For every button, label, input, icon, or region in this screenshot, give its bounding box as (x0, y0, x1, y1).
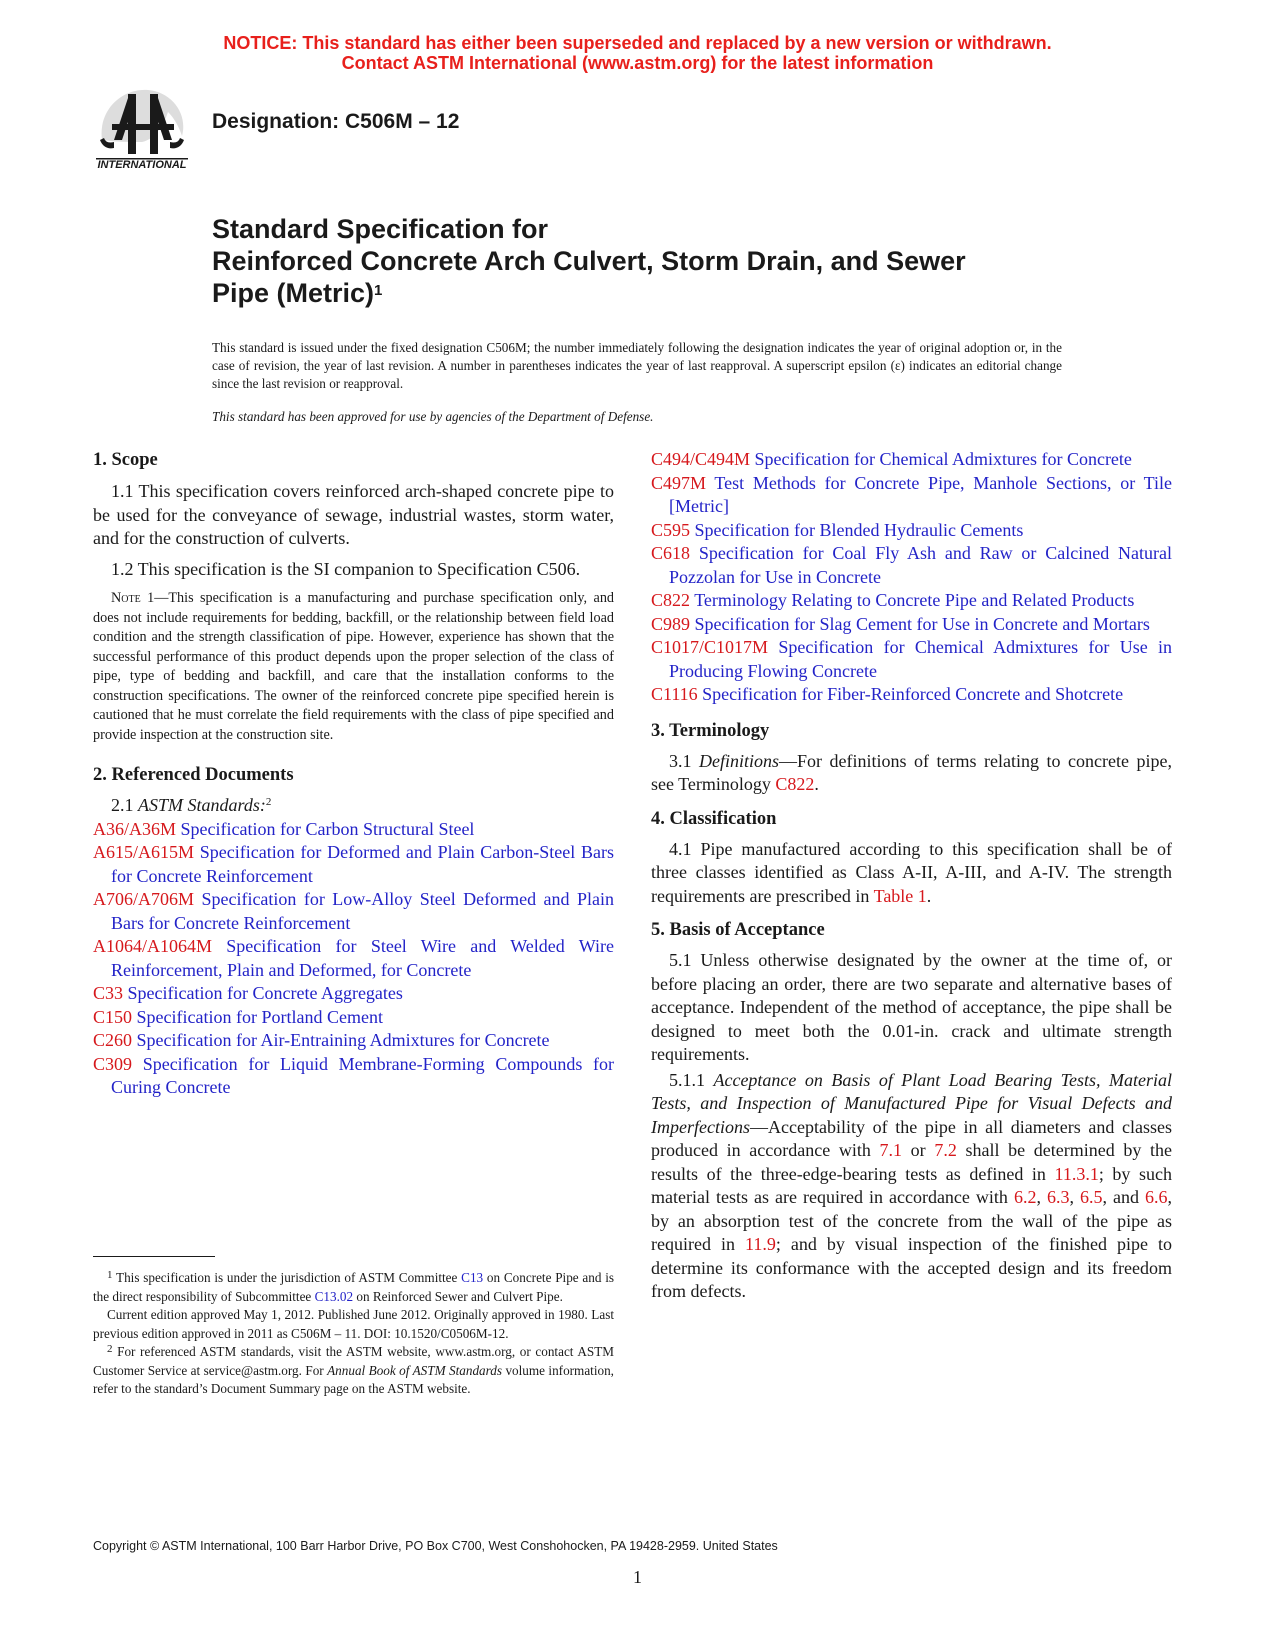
logo-subtext: INTERNATIONAL (97, 159, 187, 171)
link-6-3[interactable]: 6.3 (1046, 1187, 1070, 1207)
reference-code[interactable]: C595 (651, 519, 691, 540)
link-11-3-1[interactable]: 11.3.1 (1054, 1163, 1099, 1184)
reference-title[interactable]: Specification for Carbon Structural Steel (176, 818, 475, 839)
scope-1-1: 1.1 This specification covers reinforced arch-shaped concrete pipe to be used for the conveyance of sewage, industrial wastes, storm water, and for the construction of culverts. (93, 481, 614, 548)
reference-code[interactable]: C494/C494M (651, 449, 751, 469)
reference-item[interactable] (651, 542, 1172, 589)
reference-item[interactable] (651, 589, 1172, 613)
title-line-2: Reinforced Concrete Arch Culvert, Storm Drain, and Sewer (212, 246, 966, 276)
reference-code[interactable]: C1116 (651, 684, 698, 704)
link-7-2[interactable]: 7.2 (934, 1140, 957, 1160)
link-c13[interactable]: C13 (461, 1270, 484, 1285)
reference-code[interactable]: A706/A706M (93, 889, 195, 909)
classification-4-1: 4.1 Pipe manufactured according to this specification shall be of three classes identified as Class A-II, A-III, and A-IV. The strength requirements are prescribed in Table 1. (651, 838, 1172, 906)
acceptance-5-1-1: 5.1.1 Acceptance on Basis of Plant Load Bearing Tests, Material Tests, and Inspection of Manufactured Pipe for Visual Defects and Imperfections—Acceptability of the pipe in all diameters and classes produced in accordance with 7.1 or 7.2 shall be determined by the results of the three-edge-bearing tests as defined in 11.3.1; by such material tests as are required in accordance with 6.2, 6.3, 6.5, and 6.6, by an absorption test of the concrete from the wall of the pipe as required in 11.9; and by visual inspection of the finished pipe to determine its conformance with the accepted design and its freedom from defects. (651, 1069, 1173, 1301)
referenced-documents-heading: 2. Referenced Documents (93, 765, 294, 785)
reference-title[interactable]: Specification for Deformed and Plain Carbon-Steel Bars for Concrete Reinforcement (111, 842, 614, 886)
reference-item[interactable] (651, 613, 1172, 637)
right-column (651, 448, 1172, 1304)
reference-title[interactable]: Specification for Low-Alloy Steel Deformed and Plain Bars for Concrete Reinforcement (111, 889, 614, 933)
reference-title[interactable]: Specification for Fiber-Reinforced Concrete and Shotcrete (697, 684, 1124, 704)
left-reference-list (93, 818, 614, 1100)
reference-code[interactable]: C309 (93, 1053, 133, 1074)
reference-item[interactable] (93, 1006, 614, 1030)
reference-item[interactable] (93, 1029, 614, 1053)
classification-heading: 4. Classification (651, 808, 777, 829)
footnote-rule (93, 1256, 215, 1257)
scope-heading: 1. Scope (93, 450, 158, 470)
reference-title[interactable]: Specification for Chemical Admixtures for Use in Producing Flowing Concrete (669, 637, 1172, 681)
document-title (212, 213, 1112, 309)
link-6-6[interactable]: 6.6 (1144, 1187, 1168, 1207)
link-11-9[interactable]: 11.9 (745, 1234, 776, 1254)
reference-code[interactable]: C618 (651, 543, 691, 563)
basis-of-acceptance-heading: 5. Basis of Acceptance (651, 920, 825, 940)
footnote-2: $^2$ For referenced ASTM standards, visit the ASTM website, www.astm.org, or contact ASTM Customer Service at service@astm.org. For Annual Book of ASTM Standards volume information, refer to the standard’s Document Summary page on the ASTM website. (93, 1343, 614, 1396)
designation: Designation: C506M – 12 (212, 110, 460, 133)
reference-code[interactable]: A1064/A1064M (93, 936, 213, 956)
footnote-1: $^1$ This specification is under the jurisdiction of ASTM Committee C13 on Concrete Pipe and is the direct responsibility of Subcommittee C13.02 on Reinforced Sewer and Culvert Pipe. (93, 1269, 614, 1304)
reference-title[interactable]: Specification for Liquid Membrane-Forming Compounds for Curing Concrete (111, 1053, 614, 1097)
dod-approval-statement: This standard has been approved for use by agencies of the Department of Defense. (212, 409, 654, 424)
note-label: Note 1 (111, 590, 155, 606)
reference-title[interactable]: Specification for Coal Fly Ash and Raw or Calcined Natural Pozzolan for Use in Concrete (669, 543, 1172, 587)
page-number: 1 (633, 1567, 642, 1587)
reference-code[interactable]: A36/A36M (93, 818, 177, 839)
reference-item[interactable] (93, 888, 614, 935)
notice-line-1: NOTICE: This standard has either been superseded and replaced by a new version or withdrawn. (223, 33, 1052, 53)
reference-title[interactable]: Specification for Air-Entraining Admixtures for Concrete (132, 1030, 550, 1050)
footnotes (93, 1269, 614, 1399)
terminology-3-1: 3.1 Definitions—For definitions of terms relating to concrete pipe, see Terminology C822. (651, 750, 1172, 794)
reference-title[interactable]: Terminology Relating to Concrete Pipe and Related Products (690, 590, 1135, 610)
copyright-notice: Copyright © ASTM International, 100 Barr Harbor Drive, PO Box C700, West Conshohocken, PA 19428-2959. United States (93, 1539, 778, 1553)
notice-banner (0, 33, 1275, 73)
reference-title[interactable]: Specification for Portland Cement (132, 1006, 383, 1027)
link-6-5[interactable]: 6.5 (1079, 1187, 1103, 1207)
reference-code[interactable]: C989 (651, 613, 691, 634)
terminology-heading: 3. Terminology (651, 720, 770, 741)
link-c13-02[interactable]: C13.02 (314, 1288, 354, 1304)
title-line-1: Standard Specification for (212, 214, 549, 244)
reference-item[interactable] (93, 982, 614, 1006)
reference-code[interactable]: A615/A615M (93, 842, 195, 862)
link-6-2[interactable]: 6.2 (1013, 1187, 1037, 1207)
link-7-1[interactable]: 7.1 (879, 1140, 903, 1160)
reference-code[interactable]: C150 (93, 1006, 133, 1027)
astm-standards-subheading: 2.1 ASTM Standards:$^2$ (111, 795, 272, 815)
left-column (93, 448, 614, 1100)
title-line-3: Pipe (Metric)$^1$ (212, 278, 383, 308)
notice-line-2: Contact ASTM International (www.astm.org) for the latest information (341, 53, 934, 73)
reference-item[interactable] (651, 472, 1172, 519)
reference-code[interactable]: C260 (93, 1030, 133, 1050)
footnote-1-edition: Current edition approved May 1, 2012. Published June 2012. Originally approved in 1980. Last previous edition approved in 2011 as C506M – 11. DOI: 10.1520/C0506M-12. (93, 1307, 614, 1341)
reference-item[interactable] (93, 818, 614, 842)
reference-item[interactable] (93, 935, 614, 982)
reference-item[interactable] (651, 448, 1172, 472)
reference-code[interactable]: C822 (651, 590, 691, 610)
acceptance-5-1: 5.1 Unless otherwise designated by the owner at the time of, or before placing an order, there are two separate and alternative bases of acceptance. Independent of the method of acceptance, the pipe shall be designed to meet both the 0.01-in. crack and ultimate strength requirements. (651, 950, 1172, 1064)
reference-item[interactable] (93, 1053, 614, 1100)
link-c822[interactable]: C822 (775, 774, 815, 794)
title-footnote-mark[interactable]: 1 (374, 282, 383, 299)
reference-title[interactable]: Specification for Steel Wire and Welded Wire Reinforcement, Plain and Deformed, for Concrete (111, 936, 614, 980)
reference-item[interactable] (651, 519, 1172, 543)
reference-item[interactable] (651, 636, 1172, 683)
reference-title[interactable]: Specification for Chemical Admixtures for Concrete (750, 449, 1132, 469)
reference-code[interactable]: C33 (93, 983, 124, 1003)
link-table-1[interactable]: Table 1 (873, 885, 927, 906)
footnote-2-mark[interactable]: 2 (265, 796, 272, 808)
reference-code[interactable]: C1017/C1017M (651, 637, 769, 657)
reference-item[interactable] (651, 683, 1172, 707)
right-reference-list (651, 448, 1172, 707)
scope-note-1: Note 1—This specification is a manufacturing and purchase specification only, and does not include requirements for bedding, backfill, or the relationship between field load condition and the strength classification of pipe. However, experience has shown that the successful performance of this product depends upon the proper selection of the class of pipe, type of bedding and backfill, and care that the installation conforms to the construction specifications. The owner of the reinforced concrete pipe specified herein is cautioned that he must correlate the field requirements with the class of pipe specified and provide inspection at the construction site. (93, 590, 614, 743)
issuance-statement: This standard is issued under the fixed designation C506M; the number immediately following the designation indicates the year of original adoption or, in the case of revision, the year of last revision. A number in parentheses indicates the year of last reapproval. A superscript epsilon (ε) indicates an editorial change since the last revision or reapproval. (212, 340, 1062, 391)
reference-title[interactable]: Specification for Concrete Aggregates (123, 983, 403, 1003)
scope-1-2: 1.2 This specification is the SI companion to Specification C506. (111, 558, 581, 579)
reference-item[interactable] (93, 841, 614, 888)
reference-title[interactable]: Test Methods for Concrete Pipe, Manhole Sections, or Tile [Metric] (669, 472, 1172, 516)
reference-title[interactable]: Specification for Blended Hydraulic Cements (690, 519, 1024, 540)
reference-code[interactable]: C497M (651, 472, 707, 493)
reference-title[interactable]: Specification for Slag Cement for Use in Concrete and Mortars (690, 613, 1150, 634)
astm-logo (92, 80, 192, 175)
